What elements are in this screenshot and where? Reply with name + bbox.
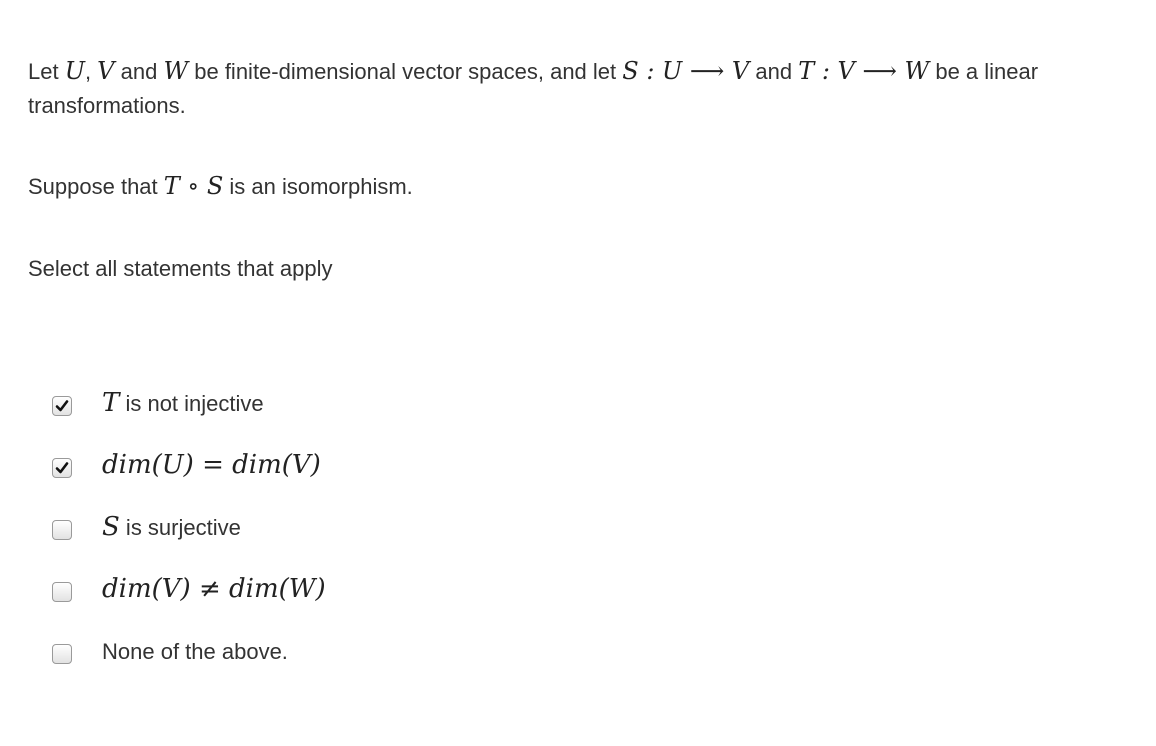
option-text: None of the above. bbox=[102, 639, 288, 664]
text-run: and bbox=[114, 59, 164, 84]
option-label bbox=[102, 574, 326, 604]
text-run: and bbox=[749, 59, 799, 84]
checkbox[interactable] bbox=[52, 520, 72, 540]
option-math: S bbox=[102, 512, 120, 542]
question-text bbox=[28, 54, 1138, 286]
option-math: T bbox=[102, 388, 120, 418]
option-label bbox=[102, 512, 241, 542]
answer-option[interactable] bbox=[52, 434, 326, 496]
question-paragraph-intro bbox=[28, 54, 1138, 123]
checkbox[interactable] bbox=[52, 582, 72, 602]
checkbox[interactable] bbox=[52, 644, 72, 664]
option-label bbox=[102, 388, 264, 418]
text-run: , bbox=[84, 59, 98, 84]
math-symbol: W bbox=[163, 57, 189, 85]
math-expression: T : V ⟶ W bbox=[798, 57, 930, 85]
text-run: be finite-dimensional vector spaces, and let bbox=[188, 59, 623, 84]
answer-option[interactable] bbox=[52, 620, 326, 682]
checkbox[interactable] bbox=[52, 458, 72, 478]
checkmark-icon bbox=[55, 461, 69, 475]
math-expression: S : U ⟶ V bbox=[622, 57, 750, 85]
math-symbol: T bbox=[163, 172, 180, 200]
option-math: dim(V) ≠ dim(W) bbox=[102, 574, 326, 604]
instruction-text bbox=[28, 252, 1138, 286]
option-text: is not injective bbox=[119, 391, 264, 416]
text-run: Suppose that bbox=[28, 174, 164, 199]
text-run: Let bbox=[28, 59, 65, 84]
option-label bbox=[102, 636, 288, 666]
question-paragraph-supposition bbox=[28, 169, 1138, 204]
math-symbol: U bbox=[64, 57, 85, 85]
answer-option[interactable] bbox=[52, 558, 326, 620]
answer-option[interactable] bbox=[52, 372, 326, 434]
text-run: is an isomorphism. bbox=[223, 174, 413, 199]
checkmark-icon bbox=[55, 399, 69, 413]
option-text: is surjective bbox=[119, 515, 241, 540]
math-symbol: S bbox=[206, 172, 224, 200]
answer-option[interactable] bbox=[52, 496, 326, 558]
option-label bbox=[102, 450, 321, 480]
checkbox[interactable] bbox=[52, 396, 72, 416]
compose-operator: ∘ bbox=[179, 172, 207, 200]
option-math: dim(U) = dim(V) bbox=[102, 450, 321, 480]
answer-options bbox=[52, 372, 326, 682]
math-symbol: V bbox=[97, 57, 115, 85]
text-run: be a linear transformations. bbox=[28, 59, 1039, 118]
text-run: Select all statements that apply bbox=[28, 256, 333, 281]
